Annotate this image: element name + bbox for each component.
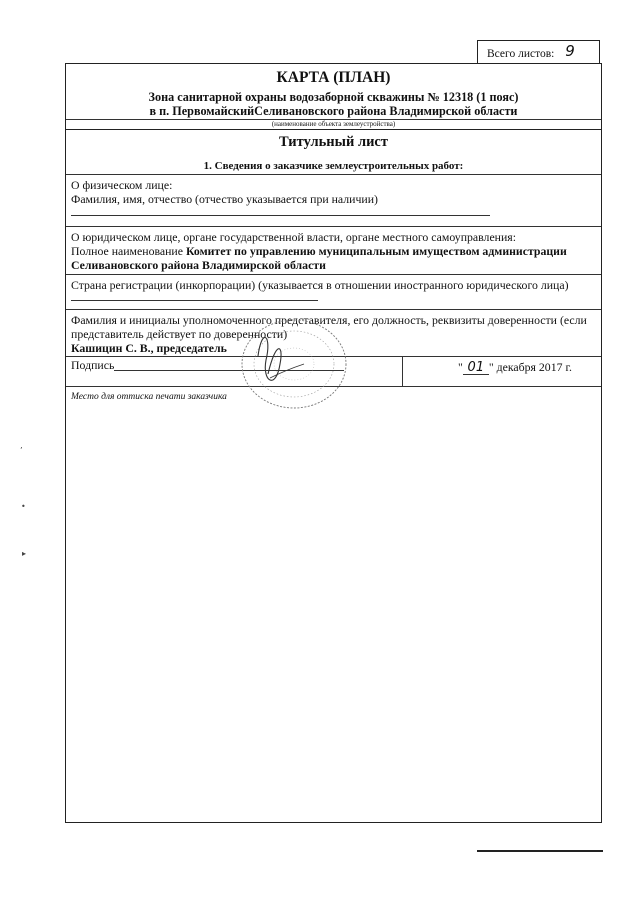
margin-mark: ’ (20, 446, 23, 455)
divider (66, 274, 601, 275)
divider (66, 226, 601, 227)
registration-label: Страна регистрации (инкорпорации) (указывается в отношении иностранного юридического лица) (71, 278, 569, 292)
object-caption: (наименование объекта землеустройства) (271, 120, 396, 128)
seal-place-note: Место для оттиска печати заказчика (71, 392, 227, 402)
sheets-label: Всего листов: (487, 48, 555, 60)
full-name-label: Полное наименование (71, 244, 183, 258)
representative-label: Фамилия и инициалы уполномоченного представителя, его должность, реквизиты доверенности (если представитель действует по доверенности) (71, 313, 587, 341)
date-open-quote: " (458, 360, 463, 374)
legal-entity-heading: О юридическом лице, органе государственной власти, органе местного самоуправления: (71, 230, 517, 244)
individual-name-label: Фамилия, имя, отчество (отчество указывается при наличии) (71, 192, 378, 206)
divider (66, 309, 601, 310)
individual-heading: О физическом лице: (71, 178, 173, 192)
date-day: 01 (463, 362, 489, 375)
divider (66, 174, 601, 175)
margin-mark: • (21, 502, 26, 511)
full-name-value-part2: Селивановского района Владимирской области (71, 258, 326, 272)
legal-entity-full-name (71, 244, 596, 258)
margin-mark: ▸ (22, 549, 27, 558)
divider (66, 129, 601, 130)
date-rest: " декабря 2017 г. (488, 360, 572, 374)
representative-value: Кашицин С. В., председатель (71, 341, 227, 355)
title-sheet-heading: Титульный лист (279, 134, 388, 150)
object-name-line2: в п. ПервомайскийСеливановского района Владимирской области (149, 104, 518, 118)
seal-stamp-icon (232, 316, 350, 416)
footer-line (477, 850, 603, 852)
sheets-count-box (477, 40, 600, 64)
signature-date (458, 360, 608, 375)
signature-date-separator (402, 356, 403, 386)
full-name-value-part1: Комитет по управлению муниципальным имуществом администрации (185, 244, 567, 258)
registration-field-line (71, 300, 318, 301)
document-title: КАРТА (ПЛАН) (276, 69, 391, 86)
signature-label: Подпись (71, 358, 115, 372)
customer-section-heading: 1. Сведения о заказчике землеустроительных работ: (203, 160, 464, 172)
document-frame (65, 63, 602, 823)
object-name-line1: Зона санитарной охраны водозаборной скважины № 12318 (1 пояс) (148, 90, 519, 104)
sheets-count: 9 (565, 42, 575, 60)
individual-name-field-line (71, 215, 490, 216)
